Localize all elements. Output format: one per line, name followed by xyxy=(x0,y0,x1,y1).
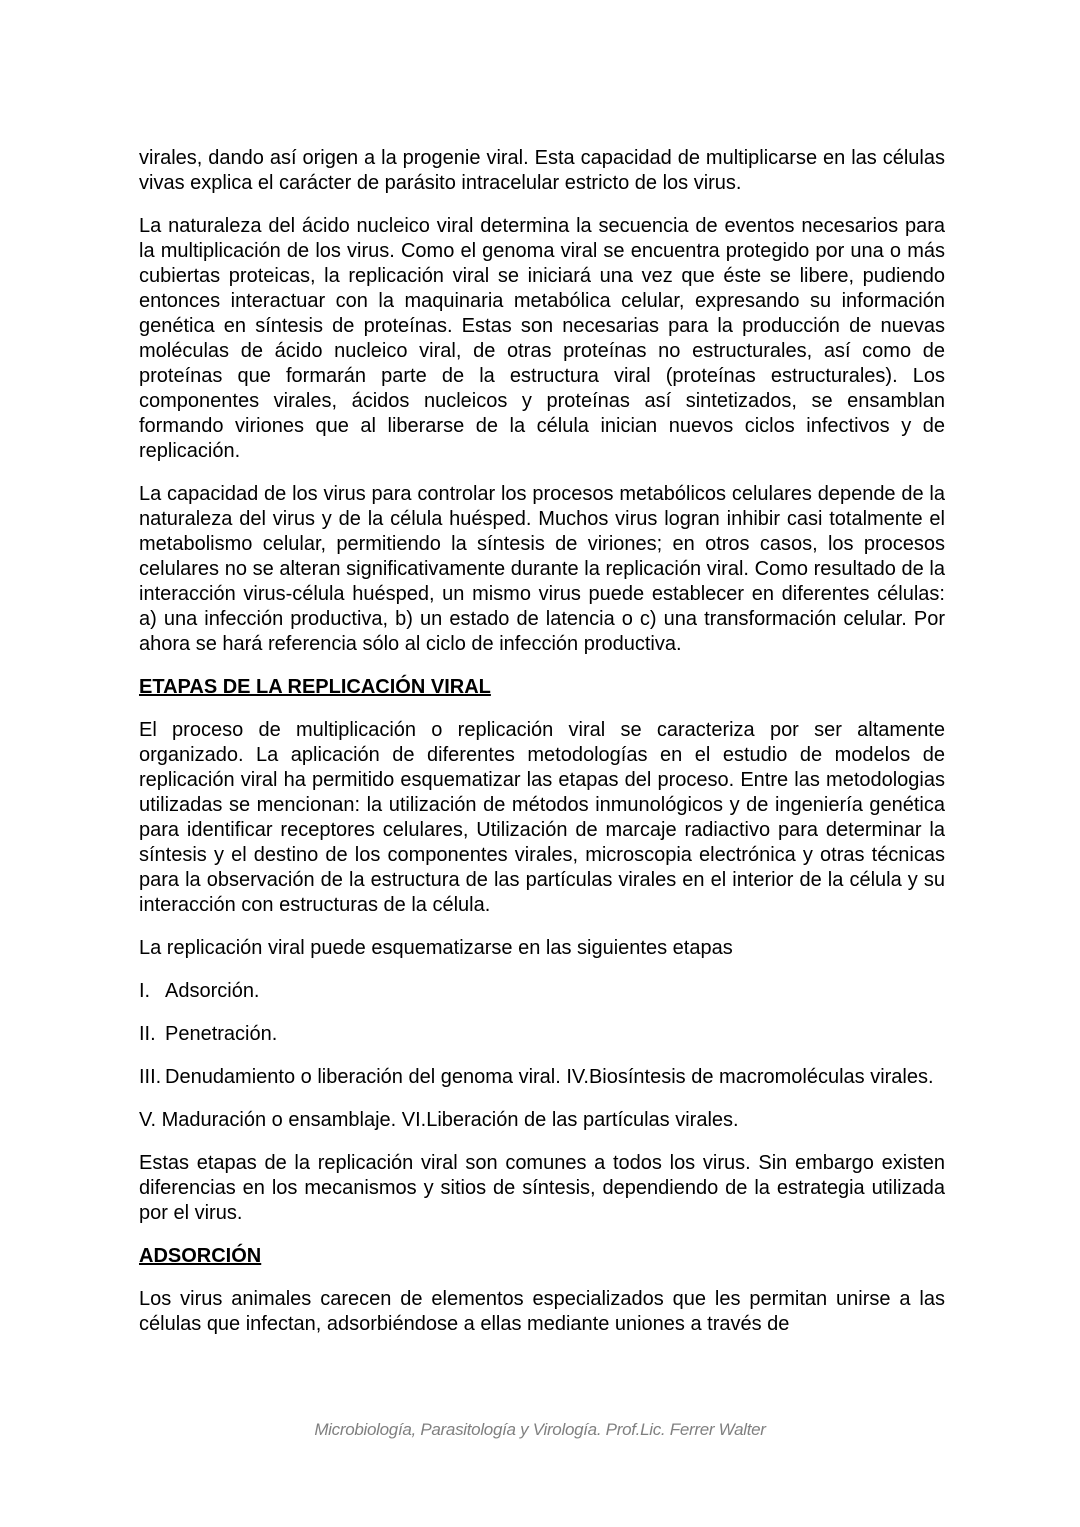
list-item xyxy=(139,1065,945,1090)
list-item xyxy=(139,1108,945,1133)
paragraph-esquema-etapas: La replicación viral puede esquematizarse en las siguientes etapas xyxy=(139,937,733,959)
page-footer: Microbiología, Parasitología y Virología. Prof.Lic. Ferrer Walter xyxy=(314,1420,766,1439)
stage-number: III. xyxy=(139,1066,162,1088)
heading-adsorcion: ADSORCIÓN xyxy=(139,1245,262,1267)
paragraph-capacidad-virus: La capacidad de los virus para controlar los procesos metabólicos celulares depende de la naturaleza del virus y de la célula huésped. Muchos virus logran inhibir casi totalmente el metabolismo celular, permitiendo la síntesis de viriones; en otros casos, los procesos celulares no se alteran significativamente durante la replicación viral. Como resultado de la interacción virus-célula huésped, un mismo virus puede establecer en diferentes células: a) una infección productiva, b) un estado de latencia o c) una transformación celular. Por ahora se hará referencia sólo al ciclo de infección productiva. xyxy=(139,483,945,655)
stages-list xyxy=(139,979,945,1133)
paragraph-progenie: virales, dando así origen a la progenie viral. Esta capacidad de multiplicarse en las células vivas explica el carácter de parásito intracelular estricto de los virus. xyxy=(139,147,945,194)
paragraph-etapas-comunes: Estas etapas de la replicación viral son comunes a todos los virus. Sin embargo existen diferencias en los mecanismos y sitios de síntesis, dependiendo de la estrategia utilizada por el virus. xyxy=(139,1152,945,1224)
document-page xyxy=(139,146,945,1337)
paragraph-acido-nucleico: La naturaleza del ácido nucleico viral determina la secuencia de eventos necesarios para la multiplicación de los virus. Como el genoma viral se encuentra protegido por una o más cubiertas proteicas, la replicación viral se iniciará una vez que éste se libere, pudiendo entonces interactuar con la maquinaria metabólica celular, expresando su información genética en síntesis de proteínas. Estas son necesarias para la producción de nuevas moléculas de ácido nucleico viral, de otras proteínas no estructurales, así como de proteínas que formarán parte de la estructura viral (proteínas estructurales). Los componentes virales, ácidos nucleicos y proteínas así sintetizados, se ensamblan formando viriones que al liberarse de la célula inician nuevos ciclos infectivos y de replicación. xyxy=(139,215,945,462)
stage-text: Denudamiento o liberación del genoma viral. IV.Biosíntesis de macromoléculas virales. xyxy=(165,1066,934,1088)
stage-text: Penetración. xyxy=(165,1023,278,1045)
stage-text: Adsorción. xyxy=(165,980,260,1002)
paragraph-virus-animales: Los virus animales carecen de elementos especializados que les permitan unirse a las células que infectan, adsorbiéndose a ellas mediante uniones a través de xyxy=(139,1288,945,1335)
list-item xyxy=(139,979,945,1004)
heading-etapas: ETAPAS DE LA REPLICACIÓN VIRAL xyxy=(139,676,491,698)
stage-number: II. xyxy=(139,1023,156,1045)
paragraph-proceso-multiplicacion: El proceso de multiplicación o replicación viral se caracteriza por ser altamente organizado. La aplicación de diferentes metodologías en el estudio de modelos de replicación viral ha permitido esquematizar las etapas del proceso. Entre las metodologias utilizadas se mencionan: la utilización de métodos inmunológicos y de ingeniería genética para identificar receptores celulares, Utilización de marcaje radiactivo para determinar la síntesis y el destino de los componentes virales, microscopia electrónica y otras técnicas para la observación de la estructura de las partículas virales en el interior de la célula y su interacción con estructuras de la célula. xyxy=(139,719,945,916)
list-item xyxy=(139,1022,945,1047)
stage-text: V. Maduración o ensamblaje. VI.Liberación de las partículas virales. xyxy=(139,1109,739,1131)
stage-number: I. xyxy=(139,980,151,1002)
